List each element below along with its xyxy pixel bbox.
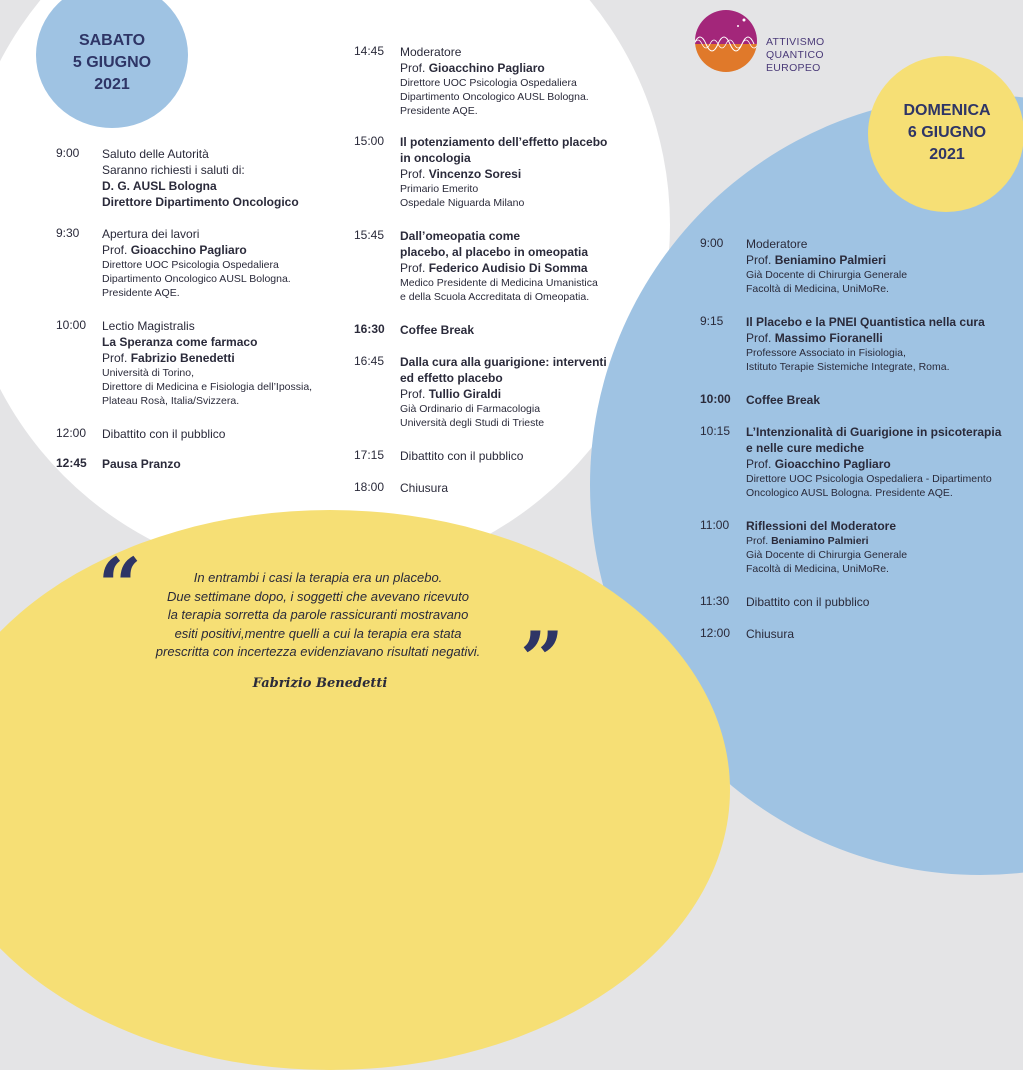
- schedule-text: Università di Torino,: [102, 367, 195, 379]
- speaker-line: [746, 252, 1020, 268]
- logo-circle-icon: [688, 8, 764, 74]
- schedule-text: Moderatore: [746, 237, 808, 251]
- schedule-text: Facoltà di Medicina, UniMoRe.: [746, 563, 889, 575]
- speaker-line: [400, 386, 624, 402]
- schedule-text: Plateau Rosà, Italia/Svizzera.: [102, 395, 240, 407]
- schedule-entry: [700, 314, 1020, 374]
- schedule-time: 17:15: [354, 448, 385, 462]
- schedule-time: 9:30: [56, 226, 80, 240]
- speaker-line: [746, 330, 1020, 346]
- schedule-time: 10:00: [700, 392, 731, 406]
- schedule-entry: [700, 392, 1020, 408]
- schedule-text: Già Ordinario di Farmacologia: [400, 403, 541, 415]
- speaker-name: Gioacchino Pagliaro: [774, 457, 891, 471]
- speaker-title: Prof.: [746, 331, 775, 345]
- quote-close-mark: ”: [520, 615, 564, 704]
- schedule-text: Il potenziamento dell’effetto placebo: [400, 135, 608, 149]
- schedule-text: e della Scuola Accreditata di Omeopatia.: [400, 291, 590, 303]
- quote-text: [126, 569, 510, 662]
- schedule-entry: [354, 44, 624, 118]
- sunday-program: [700, 236, 1020, 642]
- speaker-line: [102, 350, 356, 366]
- speaker-name: Tullio Giraldi: [428, 387, 502, 401]
- schedule-time: 9:00: [56, 146, 80, 160]
- speaker-name: Beniamino Palmieri: [771, 535, 869, 547]
- schedule-text: Presidente AQE.: [400, 105, 478, 117]
- speaker-line: [102, 242, 356, 258]
- quote-line: la terapia sorretta da parole rassicuranti mostravano: [167, 607, 469, 622]
- schedule-time: 12:00: [700, 626, 731, 640]
- schedule-text: Direttore UOC Psicologia Ospedaliera: [102, 259, 279, 271]
- schedule-time: 9:15: [700, 314, 724, 328]
- schedule-time: 16:45: [354, 354, 385, 368]
- schedule-text: ed effetto placebo: [400, 371, 503, 385]
- speaker-line: [746, 534, 1020, 548]
- schedule-time: 11:30: [700, 594, 730, 608]
- schedule-text: Direttore Dipartimento Oncologico: [102, 195, 299, 209]
- schedule-time: 15:00: [354, 134, 385, 148]
- saturday-day: SABATO: [78, 32, 146, 49]
- saturday-date-label: [42, 30, 182, 96]
- speaker-line: [746, 456, 1020, 472]
- speaker-name: Massimo Fioranelli: [774, 331, 883, 345]
- schedule-text: Facoltà di Medicina, UniMoRe.: [746, 283, 889, 295]
- speaker-line: [400, 166, 624, 182]
- quote-open-mark: “: [98, 541, 142, 630]
- speaker-name: Beniamino Palmieri: [774, 253, 887, 267]
- logo-line-3: EUROPEO: [766, 62, 821, 74]
- speaker-title: Prof.: [400, 61, 429, 75]
- schedule-text: Primario Emerito: [400, 183, 479, 195]
- schedule-text: Medico Presidente di Medicina Umanistica: [400, 277, 598, 289]
- logo-line-2: QUANTICO: [766, 49, 824, 61]
- schedule-entry: [700, 236, 1020, 296]
- speaker-line: [400, 260, 624, 276]
- schedule-entry: [354, 448, 624, 464]
- speaker-title: Prof.: [746, 457, 775, 471]
- saturday-morning-program: [56, 146, 356, 472]
- schedule-entry: [56, 426, 356, 442]
- speaker-title: Prof.: [746, 253, 775, 267]
- schedule-entry: [56, 318, 356, 408]
- speaker-name: Fabrizio Benedetti: [130, 351, 235, 365]
- schedule-text: Il Placebo e la PNEI Quantistica nella cura: [746, 315, 985, 329]
- quote-line: Due settimane dopo, i soggetti che avevano ricevuto: [166, 588, 470, 604]
- quote-line: In entrambi i casi la terapia era un placebo.: [193, 570, 443, 585]
- schedule-text: L’Intenzionalità di Guarigione in psicoterapia: [746, 425, 1002, 439]
- schedule-text: Dipartimento Oncologico AUSL Bologna.: [400, 91, 589, 103]
- schedule-text: Direttore UOC Psicologia Ospedaliera - Dipartimento: [746, 473, 992, 485]
- schedule-entry: [354, 322, 624, 338]
- schedule-entry: [56, 456, 356, 472]
- speaker-title: Prof.: [400, 387, 429, 401]
- schedule-text: Pausa Pranzo: [102, 457, 181, 471]
- sunday-date-label: [872, 100, 1022, 166]
- schedule-text: Lectio Magistralis: [102, 319, 195, 333]
- schedule-text: Chiusura: [746, 627, 795, 641]
- saturday-afternoon-program: [354, 44, 624, 496]
- schedule-entry: [354, 480, 624, 496]
- speaker-title: Prof.: [102, 351, 131, 365]
- schedule-time: 16:30: [354, 322, 385, 336]
- schedule-entry: [700, 424, 1020, 500]
- schedule-time: 9:00: [700, 236, 724, 250]
- schedule-text: Apertura dei lavori: [102, 227, 200, 241]
- schedule-text: Dibattito con il pubblico: [746, 595, 870, 609]
- aqe-logo: [688, 8, 838, 74]
- schedule-text: La Speranza come farmaco: [102, 335, 258, 349]
- speaker-name: Gioacchino Pagliaro: [130, 243, 247, 257]
- schedule-text: Saranno richiesti i saluti di:: [102, 163, 245, 177]
- quote-line: prescritta con incertezza evidenziavano risultati negativi.: [155, 644, 481, 659]
- speaker-title: Prof.: [746, 535, 772, 547]
- schedule-text: e nelle cure mediche: [746, 441, 865, 455]
- sunday-year: 2021: [929, 146, 965, 163]
- schedule-text: Dalla cura alla guarigione: interventi: [400, 355, 607, 369]
- saturday-date: 5 GIUGNO: [72, 54, 152, 71]
- schedule-time: 10:15: [700, 424, 731, 438]
- schedule-text: Direttore UOC Psicologia Ospedaliera: [400, 77, 577, 89]
- schedule-text: Coffee Break: [400, 323, 475, 337]
- schedule-time: 10:00: [56, 318, 87, 332]
- schedule-text: Università degli Studi di Trieste: [400, 417, 545, 429]
- schedule-text: Professore Associato in Fisiologia,: [746, 347, 906, 359]
- schedule-entry: [700, 594, 1020, 610]
- schedule-text: D. G. AUSL Bologna: [102, 179, 217, 193]
- schedule-text: Dipartimento Oncologico AUSL Bologna.: [102, 273, 291, 285]
- schedule-text: Ospedale Niguarda Milano: [400, 197, 525, 209]
- schedule-text: Chiusura: [400, 481, 449, 495]
- speaker-line: [400, 60, 624, 76]
- schedule-time: 18:00: [354, 480, 385, 494]
- quote-line: esiti positivi,mentre quelli a cui la terapia era stata: [174, 625, 462, 641]
- schedule-text: Già Docente di Chirurgia Generale: [746, 549, 908, 561]
- schedule-text: Riflessioni del Moderatore: [746, 519, 897, 533]
- schedule-time: 12:45: [56, 456, 87, 470]
- schedule-text: Moderatore: [400, 45, 462, 59]
- schedule-text: placebo, al placebo in omeopatia: [400, 245, 589, 259]
- schedule-time: 14:45: [354, 44, 385, 58]
- schedule-entry: [354, 134, 624, 210]
- schedule-text: in oncologia: [400, 151, 471, 165]
- schedule-entry: [700, 518, 1020, 576]
- schedule-entry: [56, 146, 356, 210]
- schedule-time: 15:45: [354, 228, 385, 242]
- schedule-time: 12:00: [56, 426, 87, 440]
- schedule-text: Già Docente di Chirurgia Generale: [746, 269, 908, 281]
- sunday-day: DOMENICA: [903, 102, 991, 119]
- schedule-time: 11:00: [700, 518, 730, 532]
- schedule-text: Dibattito con il pubblico: [400, 449, 524, 463]
- schedule-entry: [700, 626, 1020, 642]
- schedule-text: Dall’omeopatia come: [400, 229, 521, 243]
- speaker-title: Prof.: [400, 167, 429, 181]
- schedule-text: Presidente AQE.: [102, 287, 180, 299]
- schedule-text: Oncologico AUSL Bologna. Presidente AQE.: [746, 487, 953, 499]
- schedule-text: Istituto Terapie Sistemiche Integrate, Roma.: [746, 361, 950, 373]
- speaker-name: Vincenzo Soresi: [428, 167, 522, 181]
- quote-author: Fabrizio Benedetti: [252, 676, 388, 691]
- schedule-text: Direttore di Medicina e Fisiologia dell’Ipossia,: [102, 381, 313, 393]
- schedule-entry: [354, 354, 624, 430]
- schedule-entry: [56, 226, 356, 300]
- schedule-entry: [354, 228, 624, 304]
- logo-line-1: ATTIVISMO: [766, 36, 825, 48]
- speaker-title: Prof.: [102, 243, 131, 257]
- schedule-text: Saluto delle Autorità: [102, 147, 209, 161]
- sunday-date: 6 GIUGNO: [907, 124, 987, 141]
- schedule-text: Dibattito con il pubblico: [102, 427, 226, 441]
- speaker-name: Federico Audisio Di Somma: [428, 261, 588, 275]
- speaker-name: Gioacchino Pagliaro: [428, 61, 545, 75]
- schedule-text: Coffee Break: [746, 393, 821, 407]
- speaker-title: Prof.: [400, 261, 429, 275]
- saturday-year: 2021: [94, 76, 130, 93]
